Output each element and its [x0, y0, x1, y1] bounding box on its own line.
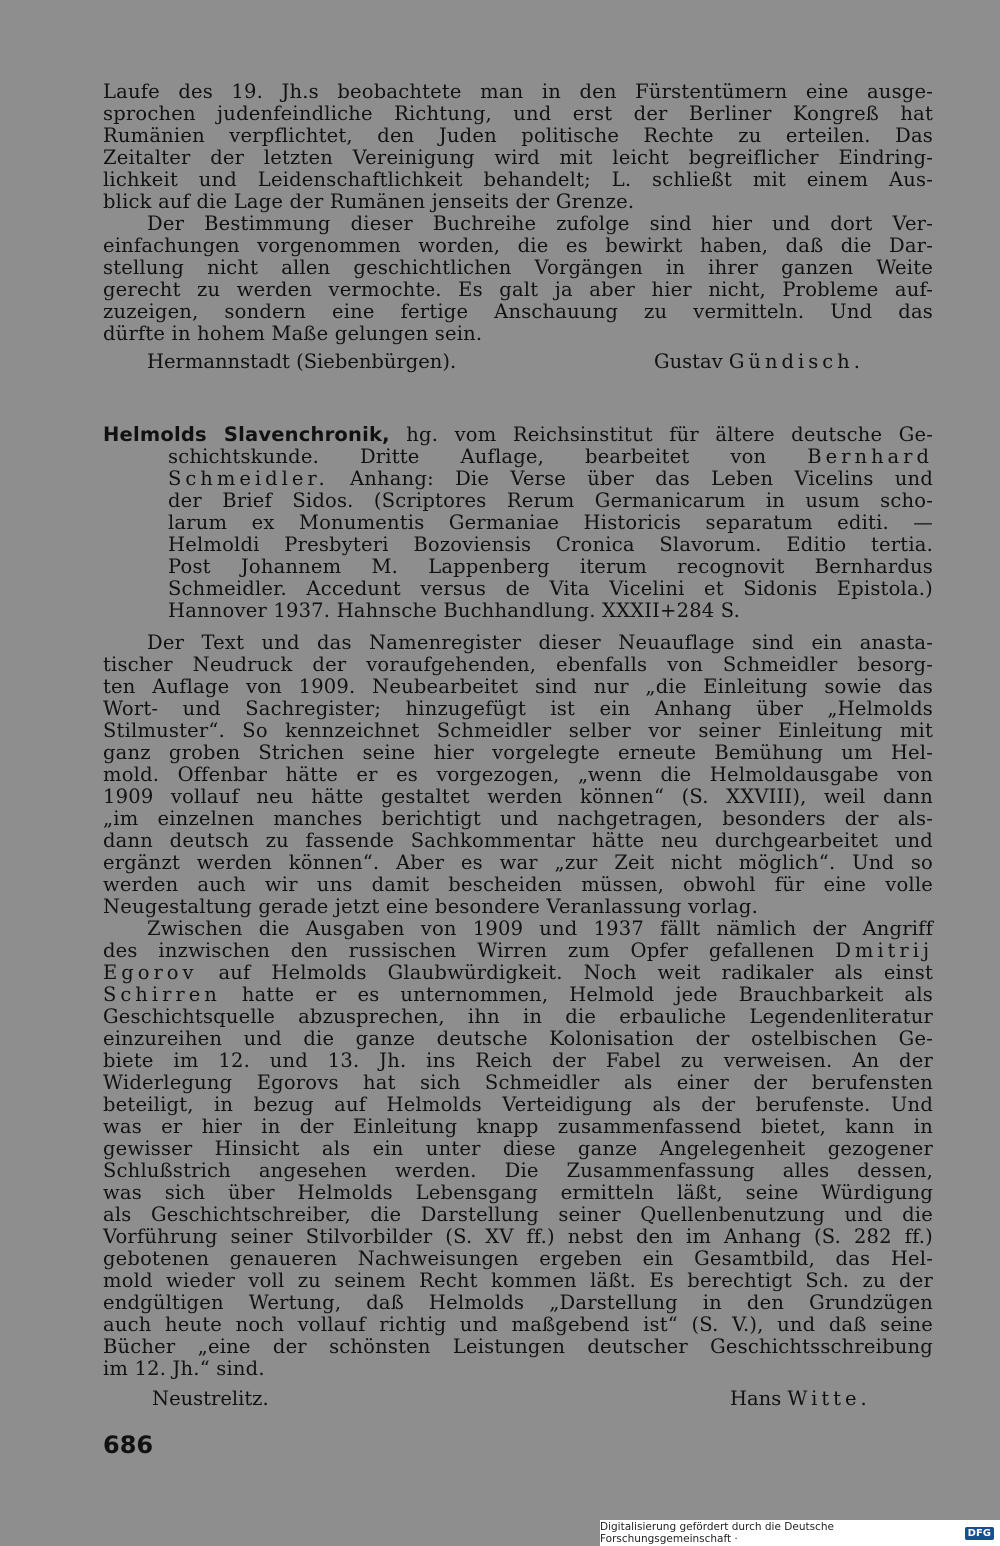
citation-text: Anhang: Die Verse über das Leben Vicelins und [350, 467, 933, 490]
text-line: mold. Offenbar hätte er es vorgezogen, „wenn die Helmoldausgabe von [103, 763, 933, 786]
text-line: mold wieder voll zu seinem Recht kommen läßt. Es berechtigt Sch. zu der [103, 1269, 933, 1292]
text-line: dürfte in hohem Maße gelungen sein. [103, 322, 483, 345]
text-line: lichkeit und Leidenschaftlichkeit behandelt; L. schließt mit einem Aus- [103, 168, 933, 191]
text-line: zuzeigen, sondern eine fertige Anschauung zu vermitteln. Und das [103, 300, 933, 323]
text-line: Bücher „eine der schönsten Leistungen deutscher Geschichtsschreibung [103, 1335, 933, 1358]
citation-text: schichtskunde. Dritte Auflage, bearbeitet von [168, 445, 767, 468]
person-name: Schirren [103, 983, 221, 1006]
text-line: „im einzelnen manches berichtigt und nachgetragen, besonders der als- [103, 807, 933, 830]
page-number: 686 [103, 1431, 154, 1459]
text-line: biete im 12. und 13. Jh. ins Reich der Fabel zu verweisen. An der [103, 1049, 933, 1072]
text-line: was er hier in der Einleitung knapp zusammenfassend bietet, kann in [103, 1115, 933, 1138]
text-line: was sich über Helmolds Lebensgang ermitteln läßt, seine Würdigung [103, 1181, 933, 1204]
text-line: Stilmuster“. So kennzeichnet Schmeidler selber vor seiner Einleitung mit [103, 719, 933, 742]
text-segment: des inzwischen den russischen Wirren zum Opfer gefallenen [103, 939, 815, 962]
review-author [654, 351, 864, 373]
text-line [103, 984, 933, 1006]
text-line: 1909 vollauf neu hätte gestaltet werden können“ (S. XXVIII), weil dann [103, 785, 933, 808]
author-last-name: Gündisch. [728, 350, 864, 373]
text-line: Laufe des 19. Jh.s beobachtete man in den Fürstentümern eine ausge- [103, 80, 933, 103]
author-first-name: Hans [730, 1387, 782, 1410]
editor-first-name: Bernhard [807, 445, 933, 468]
text-line: Zwischen die Ausgaben von 1909 und 1937 fällt nämlich der Angriff [147, 917, 933, 940]
text-segment: auf Helmolds Glaubwürdigkeit. Noch weit radikaler als einst [218, 961, 933, 984]
dfg-logo: DFG [965, 1527, 994, 1540]
citation-line [168, 446, 933, 468]
text-line: ten Auflage von 1909. Neubearbeitet sind nur „die Einleitung sowie das [103, 675, 933, 698]
review-place: Neustrelitz. [152, 1387, 269, 1410]
text-line: Wort- und Sachregister; hinzugefügt ist ein Anhang über „Helmolds [103, 697, 933, 720]
text-line: gebotenen genaueren Nachweisungen ergeben ein Gesamtbild, das Hel- [103, 1247, 933, 1270]
text-line: Zeitalter der letzten Vereinigung wird mit leicht begreiflicher Eindring- [103, 146, 933, 169]
digitization-footer [600, 1520, 1000, 1546]
citation-line [168, 468, 933, 490]
editor-last-name: Schmeidler. [168, 467, 329, 490]
review-author [730, 1388, 871, 1410]
text-line: gerecht zu werden vermochte. Es galt ja aber hier nicht, Probleme auf- [103, 278, 933, 301]
citation-line: Schmeidler. Accedunt versus de Vita Vicelini et Sidonis Epistola.) [168, 577, 933, 600]
citation-line: larum ex Monumentis Germaniae Historicis separatum editi. — [168, 511, 933, 534]
citation-text: hg. vom Reichsinstitut für ältere deutsche Ge- [406, 423, 933, 446]
citation-line: Post Johannem M. Lappenberg iterum recognovit Bernhardus [168, 555, 933, 578]
person-name: Dmitrij [835, 939, 933, 962]
text-line: Vorführung seiner Stilvorbilder (S. XV ff.) nebst den im Anhang (S. 282 ff.) [103, 1225, 933, 1248]
author-last-name: Witte. [787, 1387, 871, 1410]
author-first-name: Gustav [654, 350, 723, 373]
text-segment: hatte er es unternommen, Helmold jede Brauchbarkeit als [241, 983, 933, 1006]
citation-line: Hannover 1937. Hahnsche Buchhandlung. XXXII+284 S. [168, 599, 741, 622]
text-line: endgültigen Wertung, daß Helmolds „Darstellung in den Grundzügen [103, 1291, 933, 1314]
text-line: beteiligt, in bezug auf Helmolds Verteidigung als der berufenste. Und [103, 1093, 933, 1116]
text-line: tischer Neudruck der voraufgehenden, ebenfalls von Schmeidler besorg- [103, 653, 933, 676]
footer-text: Digitalisierung gefördert durch die Deutsche Forschungsgemeinschaft · [600, 1521, 834, 1545]
text-line: als Geschichtschreiber, die Darstellung seiner Quellenbenutzung und die [103, 1203, 933, 1226]
text-line: gewisser Hinsicht als ein unter diese ganze Angelegenheit gezogener [103, 1137, 933, 1160]
text-line: Widerlegung Egorovs hat sich Schmeidler als einer der berufensten [103, 1071, 933, 1094]
book-title: Helmolds Slavenchronik, [103, 423, 390, 446]
text-line [103, 962, 933, 984]
text-line: Neugestaltung gerade jetzt eine besondere Veranlassung vorlag. [103, 895, 758, 918]
text-line: einzureihen und die ganze deutsche Kolonisation der ostelbischen Ge- [103, 1027, 933, 1050]
text-line: dann deutsch zu fassende Sachkommentar hätte neu durchgearbeitet und [103, 829, 933, 852]
citation-line [103, 424, 933, 446]
text-line: auch heute noch vollauf richtig und maßgebend ist“ (S. V.), und daß seine [103, 1313, 933, 1336]
text-line: Der Bestimmung dieser Buchreihe zufolge sind hier und dort Ver- [147, 212, 933, 235]
citation-line: der Brief Sidos. (Scriptores Rerum Germanicarum in usum scho- [168, 489, 933, 512]
text-line: stellung nicht allen geschichtlichen Vorgängen in ihrer ganzen Weite [103, 256, 933, 279]
text-line: blick auf die Lage der Rumänen jenseits der Grenze. [103, 190, 635, 213]
text-line: ganz groben Strichen seine hier vorgelegte erneute Bemühung um Hel- [103, 741, 933, 764]
text-line: Geschichtsquelle abzusprechen, ihn in die erbauliche Legendenliteratur [103, 1005, 933, 1028]
person-name: Egorov [103, 961, 198, 984]
text-line: einfachungen vorgenommen worden, die es bewirkt haben, daß die Dar- [103, 234, 933, 257]
text-line: Schlußstrich angesehen werden. Die Zusammenfassung alles dessen, [103, 1159, 933, 1182]
review-place: Hermannstadt (Siebenbürgen). [147, 350, 457, 373]
text-line: werden auch wir uns damit bescheiden müssen, obwohl für eine volle [103, 873, 933, 896]
text-line: Rumänien verpflichtet, den Juden politische Rechte zu erteilen. Das [103, 124, 933, 147]
text-line: Der Text und das Namenregister dieser Neuauflage sind ein anasta- [147, 631, 933, 654]
text-line: ergänzt werden können“. Aber es war „zur Zeit nicht möglich“. Und so [103, 851, 933, 874]
text-line: sprochen judenfeindliche Richtung, und erst der Berliner Kongreß hat [103, 102, 933, 125]
citation-line: Helmoldi Presbyteri Bozoviensis Cronica Slavorum. Editio tertia. [168, 533, 933, 556]
text-line [103, 940, 933, 962]
text-line: im 12. Jh.“ sind. [103, 1357, 265, 1380]
